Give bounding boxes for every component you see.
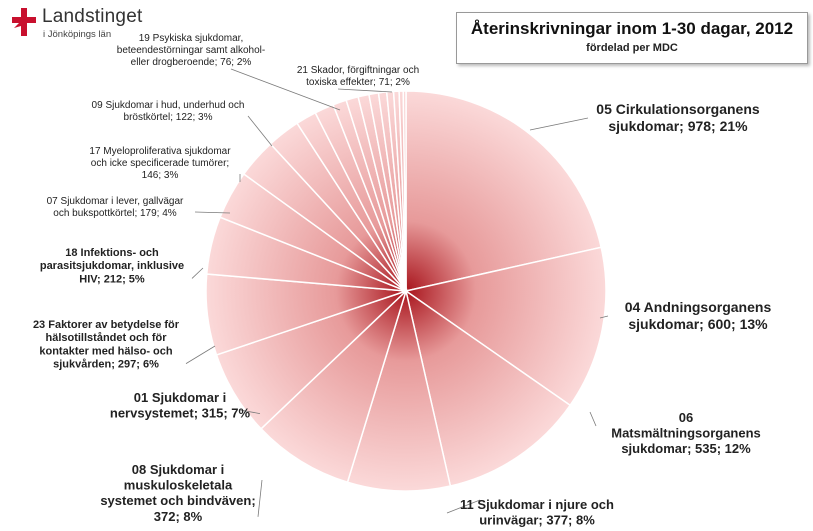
slice-label-8: 18 Infektions- och parasitsjukdomar, inklusive HIV; 212; 5% [39, 247, 185, 286]
chart-title: Återinskrivningar inom 1-30 dagar, 2012 [470, 19, 794, 38]
slice-label-1: 05 Cirkulationsorganens sjukdomar; 978; 21% [596, 101, 760, 134]
leader-line-1 [530, 118, 588, 130]
brand-name: Landstinget [42, 6, 143, 27]
slice-label-5: 08 Sjukdomar i muskuloskeletala systemet och bindväven; 372; 8% [100, 462, 256, 524]
slice-label-11: 09 Sjukdomar i hud, underhud och bröstkörtel; 122; 3% [91, 100, 245, 123]
leader-line-7 [186, 346, 215, 364]
slice-label-13: 21 Skador, förgiftningar och toxiska effekter; 71; 2% [296, 65, 420, 88]
slice-label-6: 01 Sjukdomar i nervsystemet; 315; 7% [109, 390, 251, 421]
slice-label-3: 06 Matsmältningsorganens sjukdomar; 535; 12% [611, 410, 761, 457]
slice-label-12: 19 Psykiska sjukdomar, beteendestörningar samt alkohol-eller drogberoende; 76; 2% [116, 33, 266, 68]
slice-label-7: 23 Faktorer av betydelse för hälsotillståndet och för kontakter med hälso- och sjukvården; 297; 6% [32, 319, 180, 371]
leader-line-3 [590, 412, 596, 426]
brand-subtitle: i Jönköpings län [43, 29, 112, 40]
leader-line-13 [338, 89, 392, 92]
leader-line-11 [248, 116, 272, 146]
leader-line-8 [192, 268, 203, 278]
leader-line-5 [258, 480, 262, 517]
slice-label-2: 04 Andningsorganens sjukdomar; 600; 13% [624, 299, 772, 332]
slice-label-10: 17 Myeloproliferativa sjukdomar och icke specificerade tumörer; 146; 3% [89, 146, 231, 181]
slice-label-4: 11 Sjukdomar i njure och urinvägar; 377; 8% [460, 497, 614, 528]
slice-label-9: 07 Sjukdomar i lever, gallvägar och bukspottkörtel; 179; 4% [46, 196, 184, 219]
chart-subtitle: fördelad per MDC [586, 42, 678, 54]
